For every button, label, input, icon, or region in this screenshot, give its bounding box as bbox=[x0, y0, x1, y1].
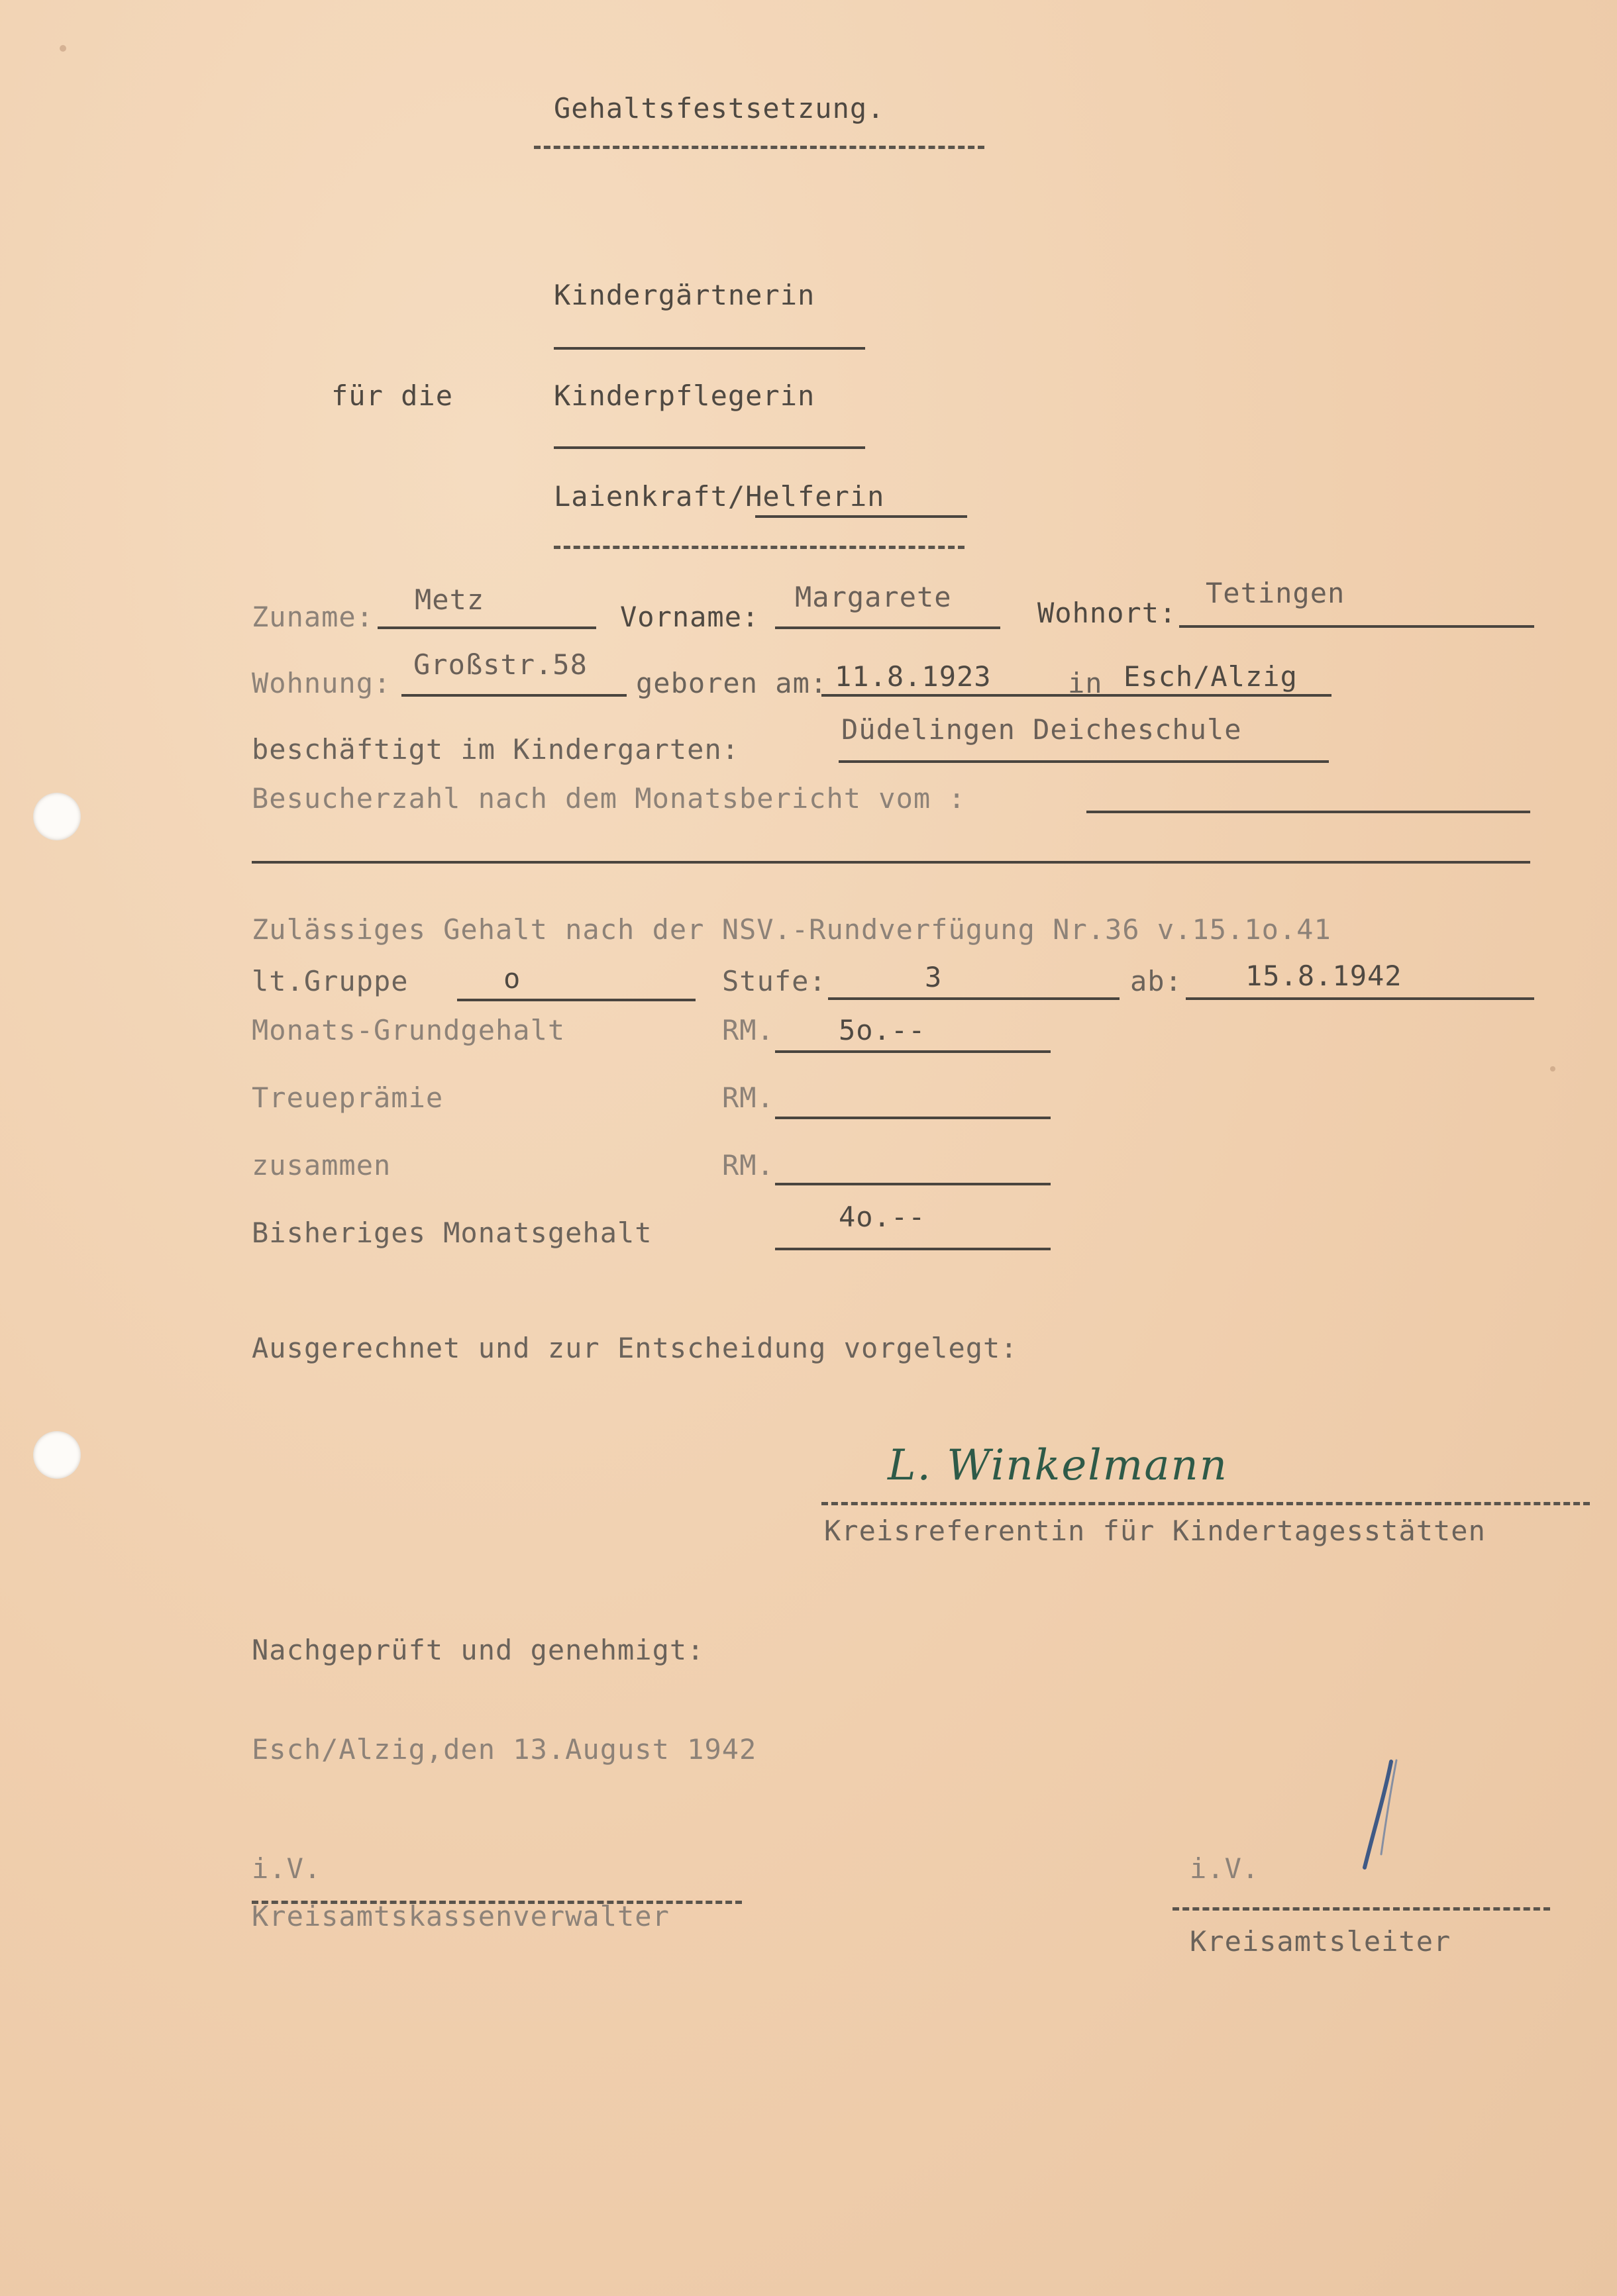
previous-salary-label: Bisheriges Monatsgehalt bbox=[252, 1217, 652, 1249]
right-sign-title: Kreisamtsleiter bbox=[1190, 1925, 1451, 1958]
handwritten-signature: L. Winkelmann bbox=[888, 1441, 1228, 1490]
position-kinderpflegerin: Kinderpflegerin bbox=[554, 379, 815, 412]
group-line bbox=[457, 999, 696, 1001]
visitors-line-2 bbox=[252, 861, 1530, 864]
left-sign-title: Kreisamtskassenverwalter bbox=[252, 1900, 670, 1932]
employed-label: beschäftigt im Kindergarten: bbox=[252, 733, 740, 766]
base-currency: RM. bbox=[722, 1014, 774, 1046]
position-underline-3 bbox=[755, 515, 967, 518]
stufe-line bbox=[828, 997, 1120, 1000]
visitors-label: Besucherzahl nach dem Monatsbericht vom : bbox=[252, 782, 966, 815]
address-line bbox=[401, 694, 627, 697]
total-label: zusammen bbox=[252, 1149, 391, 1181]
previous-salary-value: 4o.-- bbox=[839, 1201, 926, 1233]
residence-value: Tetingen bbox=[1206, 577, 1345, 609]
address-value: Großstr.58 bbox=[413, 648, 588, 681]
punch-hole-bottom bbox=[33, 1431, 81, 1479]
position-kindergaertnerin: Kindergärtnerin bbox=[554, 279, 815, 311]
stufe-label: Stufe: bbox=[722, 965, 827, 997]
position-underline-1 bbox=[554, 347, 865, 350]
date-line: Esch/Alzig,den 13.August 1942 bbox=[252, 1733, 757, 1766]
base-salary-value: 5o.-- bbox=[839, 1014, 926, 1046]
right-sign-line bbox=[1173, 1907, 1550, 1911]
previous-salary-line bbox=[775, 1248, 1051, 1250]
base-salary-line bbox=[775, 1050, 1051, 1053]
firstname-value: Margarete bbox=[795, 581, 952, 613]
pencil-mark bbox=[1345, 1755, 1411, 1874]
stufe-value: 3 bbox=[925, 961, 943, 993]
bonus-currency: RM. bbox=[722, 1081, 774, 1114]
document-title: Gehaltsfestsetzung. bbox=[554, 92, 885, 125]
residence-label: Wohnort: bbox=[1037, 597, 1177, 629]
title-underline bbox=[534, 146, 984, 149]
signature-title: Kreisreferentin für Kindertagesstätten bbox=[824, 1515, 1486, 1547]
from-line bbox=[1186, 997, 1534, 1000]
group-value: o bbox=[503, 962, 521, 995]
signature-line bbox=[821, 1502, 1590, 1505]
stain-spot bbox=[60, 45, 66, 52]
born-label: geboren am: bbox=[636, 667, 828, 699]
surname-value: Metz bbox=[415, 583, 485, 616]
employed-value: Düdelingen Deicheschule bbox=[841, 713, 1242, 746]
firstname-label: Vorname: bbox=[620, 601, 760, 633]
born-in-label: in bbox=[1068, 667, 1103, 699]
address-label: Wohnung: bbox=[252, 667, 391, 699]
firstname-line bbox=[775, 626, 1000, 629]
bonus-label: Treueprämie bbox=[252, 1081, 444, 1114]
right-iv-label: i.V. bbox=[1190, 1852, 1260, 1885]
total-line bbox=[775, 1183, 1051, 1185]
visitors-line bbox=[1086, 811, 1530, 813]
approved-label: Nachgeprüft und genehmigt: bbox=[252, 1634, 705, 1666]
born-place-value: Esch/Alzig bbox=[1123, 660, 1298, 693]
salary-rule-text: Zulässiges Gehalt nach der NSV.-Rundverfügung Nr.36 v.15.1o.41 bbox=[252, 913, 1331, 946]
position-laienkraft: Laienkraft/Helferin bbox=[554, 480, 885, 513]
born-line bbox=[821, 694, 1331, 697]
residence-line bbox=[1179, 625, 1534, 628]
position-strike-3 bbox=[554, 546, 965, 549]
left-iv-label: i.V. bbox=[252, 1852, 322, 1885]
born-date-value: 11.8.1923 bbox=[835, 660, 992, 693]
base-salary-label: Monats-Grundgehalt bbox=[252, 1014, 566, 1046]
punch-hole-top bbox=[33, 793, 81, 840]
bonus-line bbox=[775, 1117, 1051, 1119]
from-label: ab: bbox=[1130, 965, 1182, 997]
employed-line bbox=[839, 760, 1329, 763]
stain-spot bbox=[1550, 1066, 1555, 1072]
from-value: 15.8.1942 bbox=[1245, 960, 1402, 992]
position-underline-2 bbox=[554, 446, 865, 449]
surname-label: Zuname: bbox=[252, 601, 374, 633]
for-label: für die bbox=[331, 379, 454, 412]
total-currency: RM. bbox=[722, 1149, 774, 1181]
surname-line bbox=[378, 626, 596, 629]
group-label: lt.Gruppe bbox=[252, 965, 409, 997]
computed-label: Ausgerechnet und zur Entscheidung vorgelegt: bbox=[252, 1332, 1018, 1364]
